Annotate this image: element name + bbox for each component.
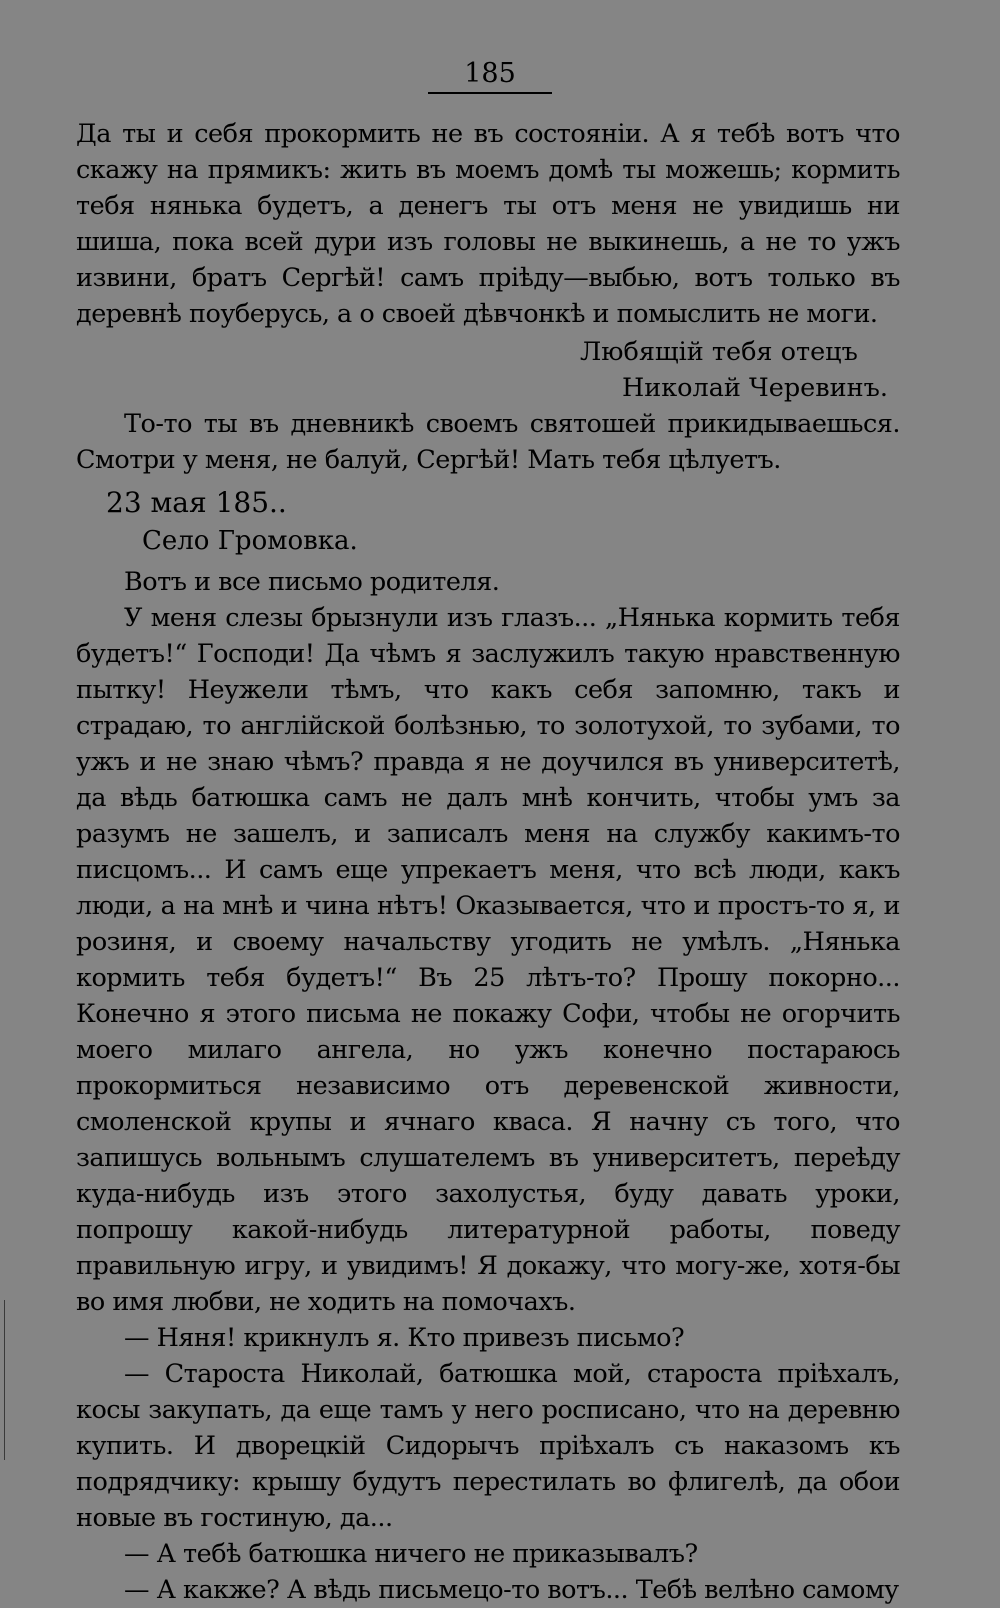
narrative-paragraph: Вотъ и все письмо родителя.	[124, 567, 500, 597]
letter-body: Да ты и себя прокормить не въ состоянiи. А я тебѣ вотъ что скажу на прямикъ: жить въ моемъ домѣ ты можешь; кормить тебя нянька будетъ, а денегъ ты отъ меня не увидишь ни шиша, пока всей дури изъ головы не выкинешь, а не то ужъ извини, братъ Сергѣй! самъ прiѣду—выбью, вотъ только въ деревнѣ поуберусь, а о своей дѣвчонкѣ и помыслить не моги.	[76, 119, 900, 329]
scan-edge-line	[4, 1300, 5, 1460]
dialogue-line: — Староста Николай, батюшка мой, староста прiѣхалъ, косы закупать, да еще тамъ у него росписано, что на деревню купить. И дворецкiй Сидорычъ прiѣхалъ съ наказомъ къ подрядчику: крышу будутъ перестилать во флигелѣ, да обои новые въ гостиную, да...	[76, 1359, 900, 1533]
letter-place: Село Громовка.	[142, 526, 358, 556]
dialogue-line: — А какже? А вѣдь письмецо-то вотъ... Тебѣ велѣно самому	[124, 1575, 899, 1605]
page-number: 185	[464, 58, 516, 89]
dialogue-line: — А тебѣ батюшка ничего не приказывалъ?	[124, 1539, 698, 1569]
page-number-rule	[428, 92, 552, 94]
letter-signature-name: Николай Черевинъ.	[622, 373, 888, 403]
dialogue-line: — Няня! крикнулъ я. Кто привезъ письмо?	[124, 1323, 685, 1353]
narrative-paragraph: У меня слезы брызнули изъ глазъ... „Нянька кормить тебя будетъ!“ Господи! Да чѣмъ я заслужилъ такую нравственную пытку! Неужели тѣмъ, что какъ себя запомню, такъ и страдаю, то англiйской болѣзнью, то золотухой, то зубами, то ужъ и не знаю чѣмъ? правда я не доучился въ университетѣ, да вѣдь батюшка самъ не далъ мнѣ кончить, чтобы умъ за разумъ не зашелъ, и записалъ меня на службу какимъ-то писцомъ... И самъ еще упрекаетъ меня, что всѣ люди, какъ люди, а на мнѣ и чина нѣтъ! Оказывается, что и простъ-то я, и розиня, и своему начальству угодить не умѣлъ. „Нянька кормить тебя будетъ!“ Въ 25 лѣтъ-то? Прошу покорно... Конечно я этого письма не покажу Софи, чтобы не огорчить моего милаго ангела, но ужъ конечно постараюсь прокормиться независимо отъ деревенской живности, смоленской крупы и ячнаго кваса. Я начну съ того, что запишусь вольнымъ слушателемъ въ университетъ, переѣду куда-нибудь изъ этого захолустья, буду давать уроки, попрошу какой-нибудь литературной работы, поведу правильную игру, и увидимъ! Я докажу, что могу-же, хотя-бы во имя любви, не ходить на помочахъ.	[76, 603, 900, 1317]
letter-postscript: То-то ты въ дневникѣ своемъ святошей прикидываешься. Смотри у меня, не балуй, Сергѣй! Мать тебя цѣлуетъ.	[76, 409, 900, 475]
letter-date: 23 мая 185..	[106, 486, 287, 519]
text-column	[76, 116, 900, 1608]
letter-signature-closing: Любящiй тебя отецъ	[580, 337, 858, 367]
